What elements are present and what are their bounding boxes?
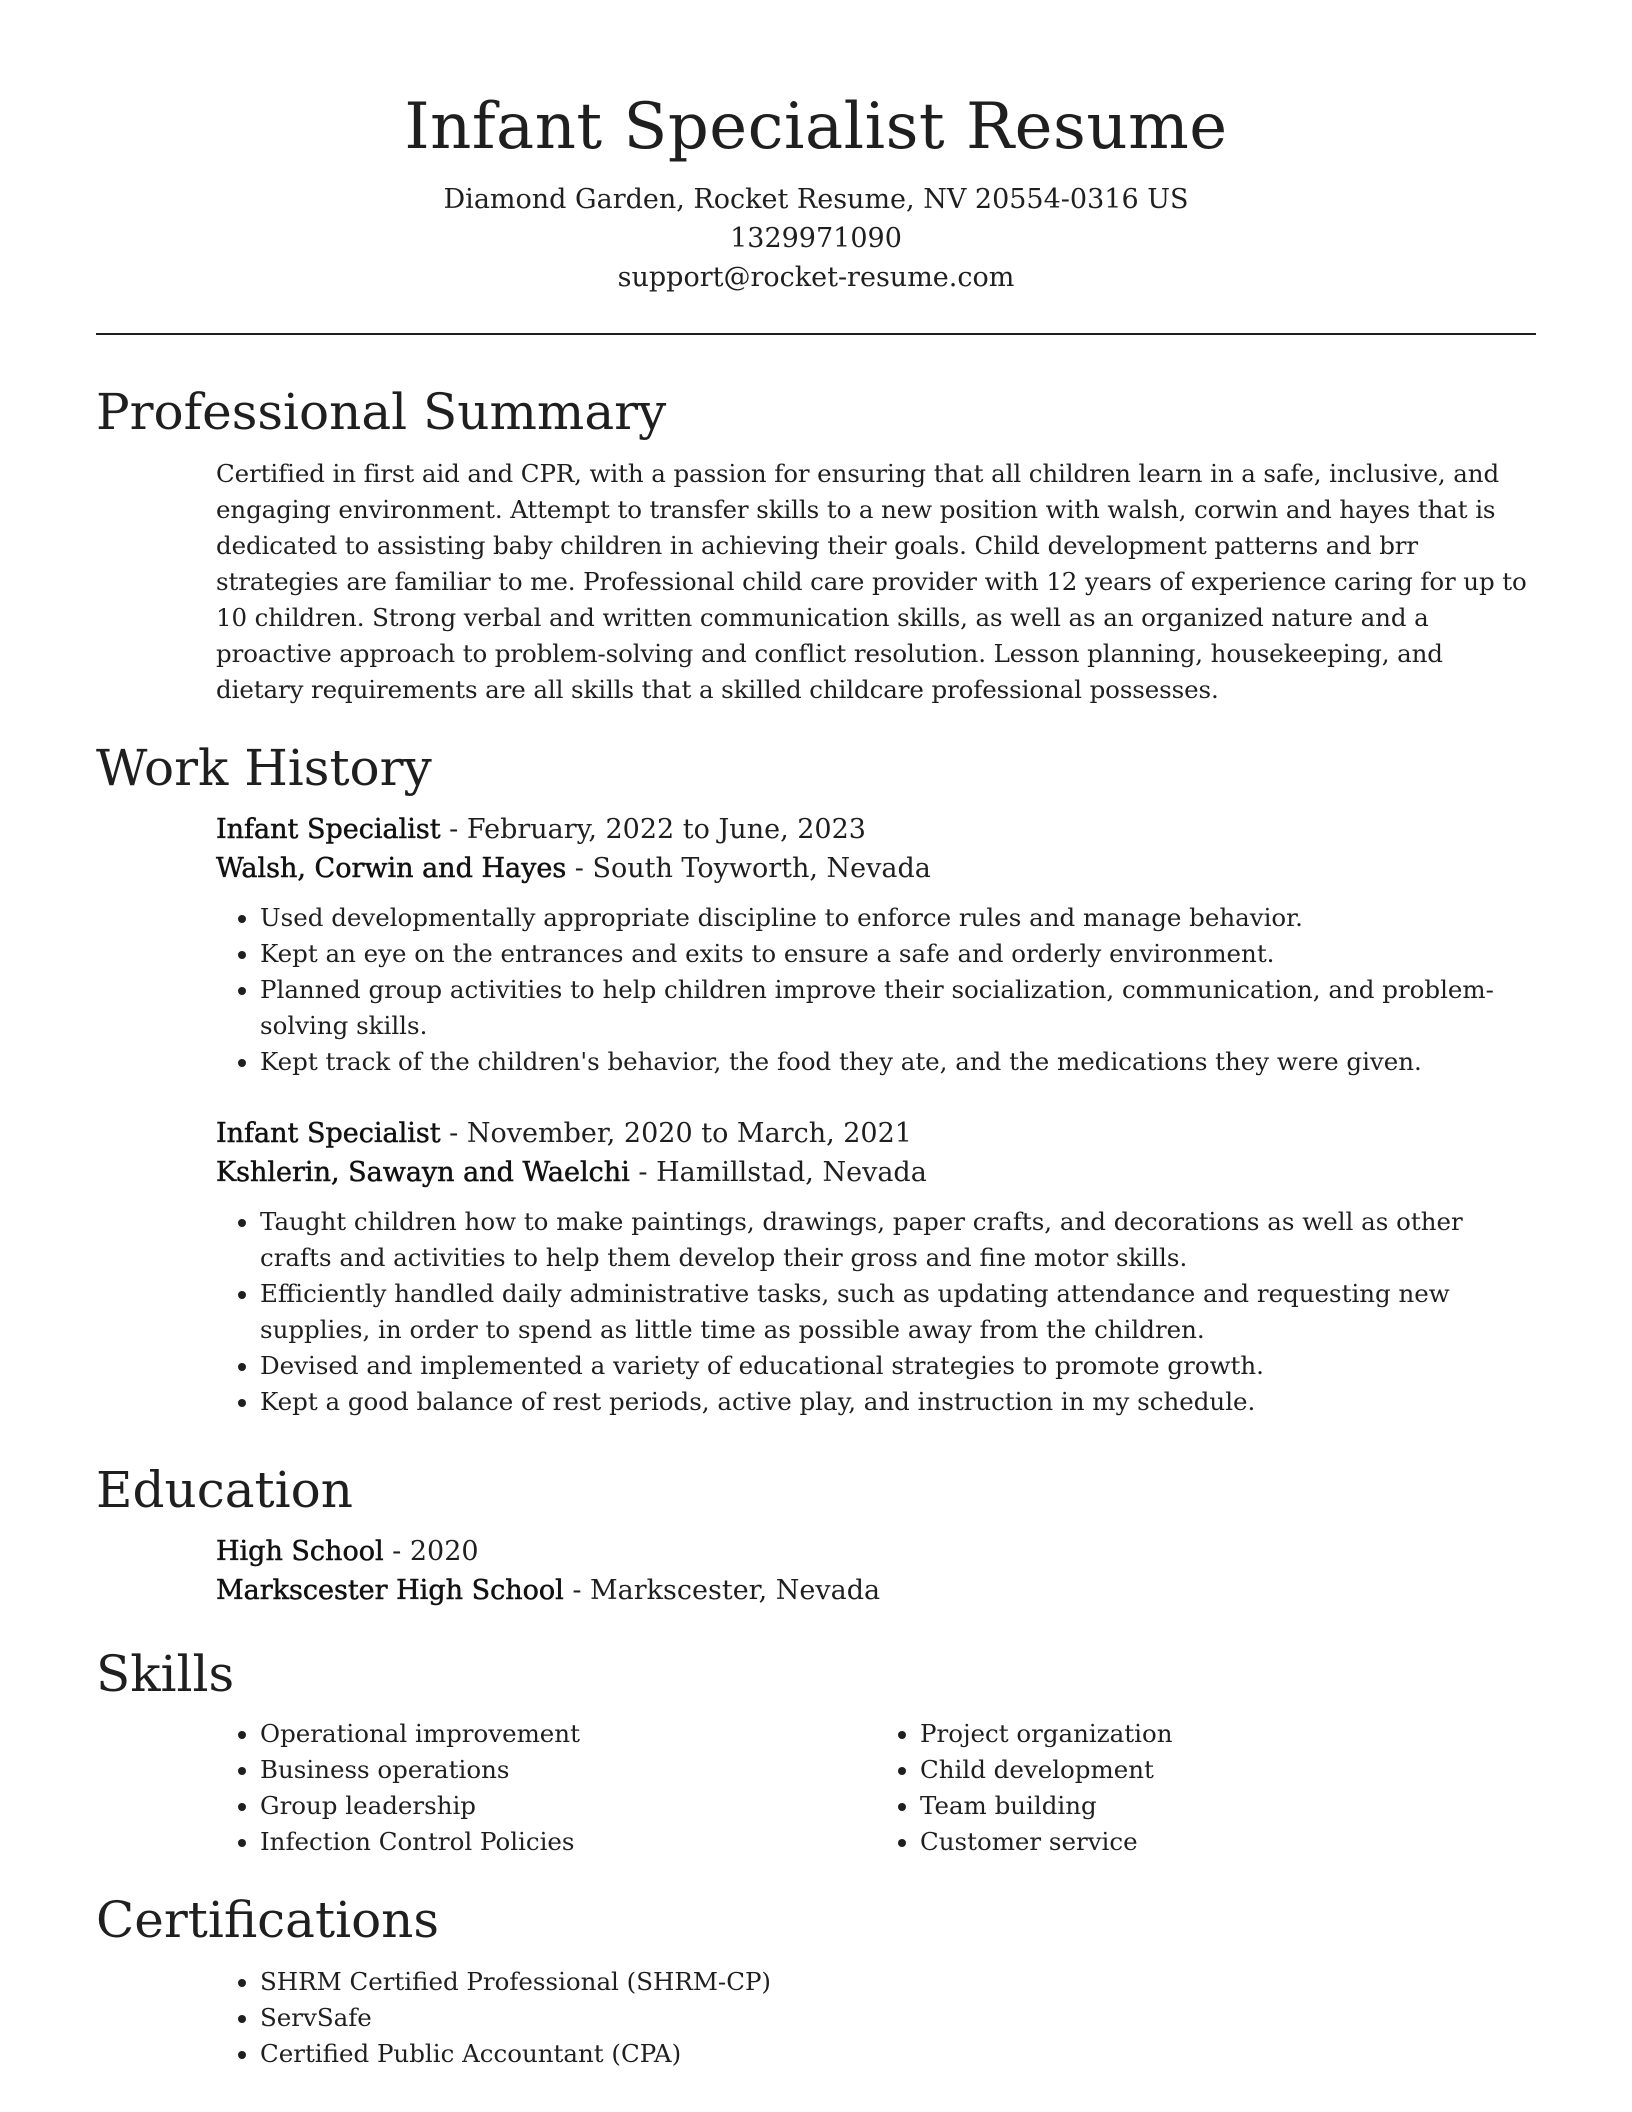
job-dates: - February, 2022 to June, 2023 <box>440 814 866 845</box>
list-item: • Kept a good balance of rest periods, active play, and instruction in my schedule. <box>260 1384 1536 1420</box>
list-item: • Kept an eye on the entrances and exits to ensure a safe and orderly environment. <box>260 936 1536 972</box>
phone-line: 1329971090 <box>730 223 902 254</box>
resume-header <box>96 0 1536 335</box>
job-bullets <box>216 900 1536 1080</box>
job-entry <box>216 1114 1536 1420</box>
list-item: • Used developmentally appropriate discipline to enforce rules and manage behavior. <box>260 900 1536 936</box>
resume-page <box>96 0 1536 2068</box>
list-item: • Efficiently handled daily administrative tasks, such as updating attendance and requesting new supplies, in order to spend as little time as possible away from the children. <box>260 1276 1536 1348</box>
summary-paragraph: Certified in first aid and CPR, with a passion for ensuring that all children learn in a safe, inclusive, and engaging environment. Attempt to transfer skills to a new position with walsh, corwin and hayes that is dedicated to assisting baby children in achieving their goals. Child development patterns and brr strategies are familiar to me. Professional child care provider with 12 years of experience caring for up to 10 children. Strong verbal and written communication skills, as well as an organized nature and a proactive approach to problem-solving and conflict resolution. Lesson planning, housekeeping, and dietary requirements are all skills that a skilled childcare professional possesses. <box>216 459 1527 704</box>
certifications-list <box>216 1964 1536 2072</box>
education-section <box>96 1458 1536 1610</box>
list-item: • Certified Public Accountant (CPA) <box>260 2036 1536 2072</box>
job-location: - South Toyworth, Nevada <box>566 853 931 884</box>
section-heading-summary: Professional Summary <box>96 383 667 441</box>
section-heading-work: Work History <box>96 739 432 797</box>
section-heading-skills: Skills <box>96 1645 235 1703</box>
job-location: - Hamillstad, Nevada <box>629 1157 927 1188</box>
school-name: Markscester High School <box>216 1575 564 1606</box>
list-item: • Team building <box>920 1788 1536 1824</box>
list-item: • Taught children how to make paintings, drawings, paper crafts, and decorations as well as other crafts and activities to help them develop their gross and fine motor skills. <box>260 1204 1536 1276</box>
school-location: - Markscester, Nevada <box>563 1575 881 1606</box>
degree: High School <box>216 1536 384 1567</box>
list-item: • Infection Control Policies <box>260 1824 876 1860</box>
section-heading-certifications: Certifications <box>96 1891 440 1949</box>
list-item: • Operational improvement <box>260 1716 876 1752</box>
resume-title: Infant Specialist Resume <box>404 90 1228 164</box>
job-title: Infant Specialist <box>216 814 441 845</box>
skills-section <box>96 1642 1536 1860</box>
job-company: Kshlerin, Sawayn and Waelchi <box>216 1157 630 1188</box>
list-item: • Business operations <box>260 1752 876 1788</box>
header-divider <box>96 333 1536 335</box>
skills-list-left <box>216 1716 876 1860</box>
job-title-line <box>216 1114 1536 1153</box>
job-company-line <box>216 849 1536 888</box>
list-item: • Customer service <box>920 1824 1536 1860</box>
degree-line <box>216 1532 1536 1571</box>
professional-summary-section <box>96 380 1536 708</box>
list-item: • Planned group activities to help children improve their socialization, communication, and problem-solving skills. <box>260 972 1536 1044</box>
section-heading-education: Education <box>96 1461 353 1519</box>
certifications-section <box>96 1888 1536 2072</box>
list-item: • SHRM Certified Professional (SHRM-CP) <box>260 1964 1536 2000</box>
school-line <box>216 1571 1536 1610</box>
list-item: • Child development <box>920 1752 1536 1788</box>
list-item: • ServSafe <box>260 2000 1536 2036</box>
list-item: • Project organization <box>920 1716 1536 1752</box>
email-line: support@rocket-resume.com <box>617 262 1015 293</box>
address-line: Diamond Garden, Rocket Resume, NV 20554-0316 US <box>443 184 1189 215</box>
work-history-section <box>96 736 1536 1420</box>
list-item: • Devised and implemented a variety of educational strategies to promote growth. <box>260 1348 1536 1384</box>
job-title: Infant Specialist <box>216 1118 441 1149</box>
job-company: Walsh, Corwin and Hayes <box>216 853 567 884</box>
job-entry <box>216 810 1536 1080</box>
degree-year: - 2020 <box>383 1536 479 1567</box>
list-item: • Group leadership <box>260 1788 876 1824</box>
list-item: • Kept track of the children's behavior, the food they ate, and the medications they were given. <box>260 1044 1536 1080</box>
skills-list-right <box>876 1716 1536 1860</box>
job-title-line <box>216 810 1536 849</box>
job-bullets <box>216 1204 1536 1420</box>
job-company-line <box>216 1153 1536 1192</box>
job-dates: - November, 2020 to March, 2021 <box>440 1118 912 1149</box>
